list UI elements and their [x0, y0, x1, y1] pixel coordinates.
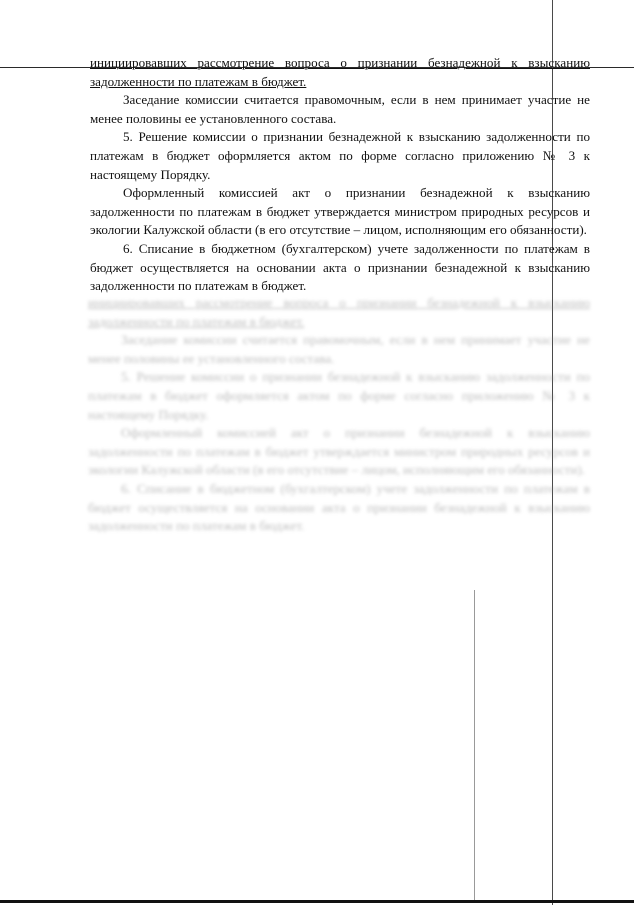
bleed-through-text: инициировавших рассмотрение вопроса о признании безнадежной к взысканию задолженности по платежам в бюджет. Заседание комиссии считается правомочным, если в нем принимает участие не менее половины ее установленного состава. 5. Решение комиссии о признании безнадежной к взысканию задолженности по платежам в бюджет оформляется актом по форме согласно приложению № 3 к настоящему Порядку. Оформленный комиссией акт о признании безнадежной к взысканию задолженности по платежам в бюджет утверждается министром природных ресурсов и экологии Калужской области (в его отсутствие – лицом, исполняющим его обязанности). 6. Списание в бюджетном (бухгалтерском) учете задолженности по платежам в бюджет осуществляется на основании акта о признании безнадежной к взысканию задолженности по платежам в бюджет. [88, 295, 590, 534]
paragraph-write-off: 6. Списание в бюджетном (бухгалтерском) учете задолженности по платежам в бюджет осуществляется на основании акта о признании безнадежной к взысканию задолженности по платежам в бюджет. [90, 240, 590, 294]
paragraph-act-approval: Оформленный комиссией акт о признании безнадежной к взысканию задолженности по платежам в бюджет утверждается министром природных ресурсов и экологии Калужской области (в его отсутствие – лицом, исполняющим его обязанности). [90, 185, 590, 238]
scan-artifact-bottom-edge [0, 900, 634, 903]
paragraph-continuation: инициировавших рассмотрение вопроса о признании безнадежной к взысканию задолженности по платежам в бюджет. [90, 55, 590, 89]
scan-artifact-faint-vertical-line [474, 590, 475, 900]
paragraph-decision-act: 5. Решение комиссии о признании безнадежной к взысканию задолженности по платежам в бюджет оформляется актом по форме согласно приложению № 3 к настоящему Порядку. [90, 129, 590, 182]
paragraph-quorum: Заседание комиссии считается правомочным, если в нем принимает участие не менее половины ее установленного состава. [90, 92, 590, 126]
document-text [90, 54, 590, 296]
